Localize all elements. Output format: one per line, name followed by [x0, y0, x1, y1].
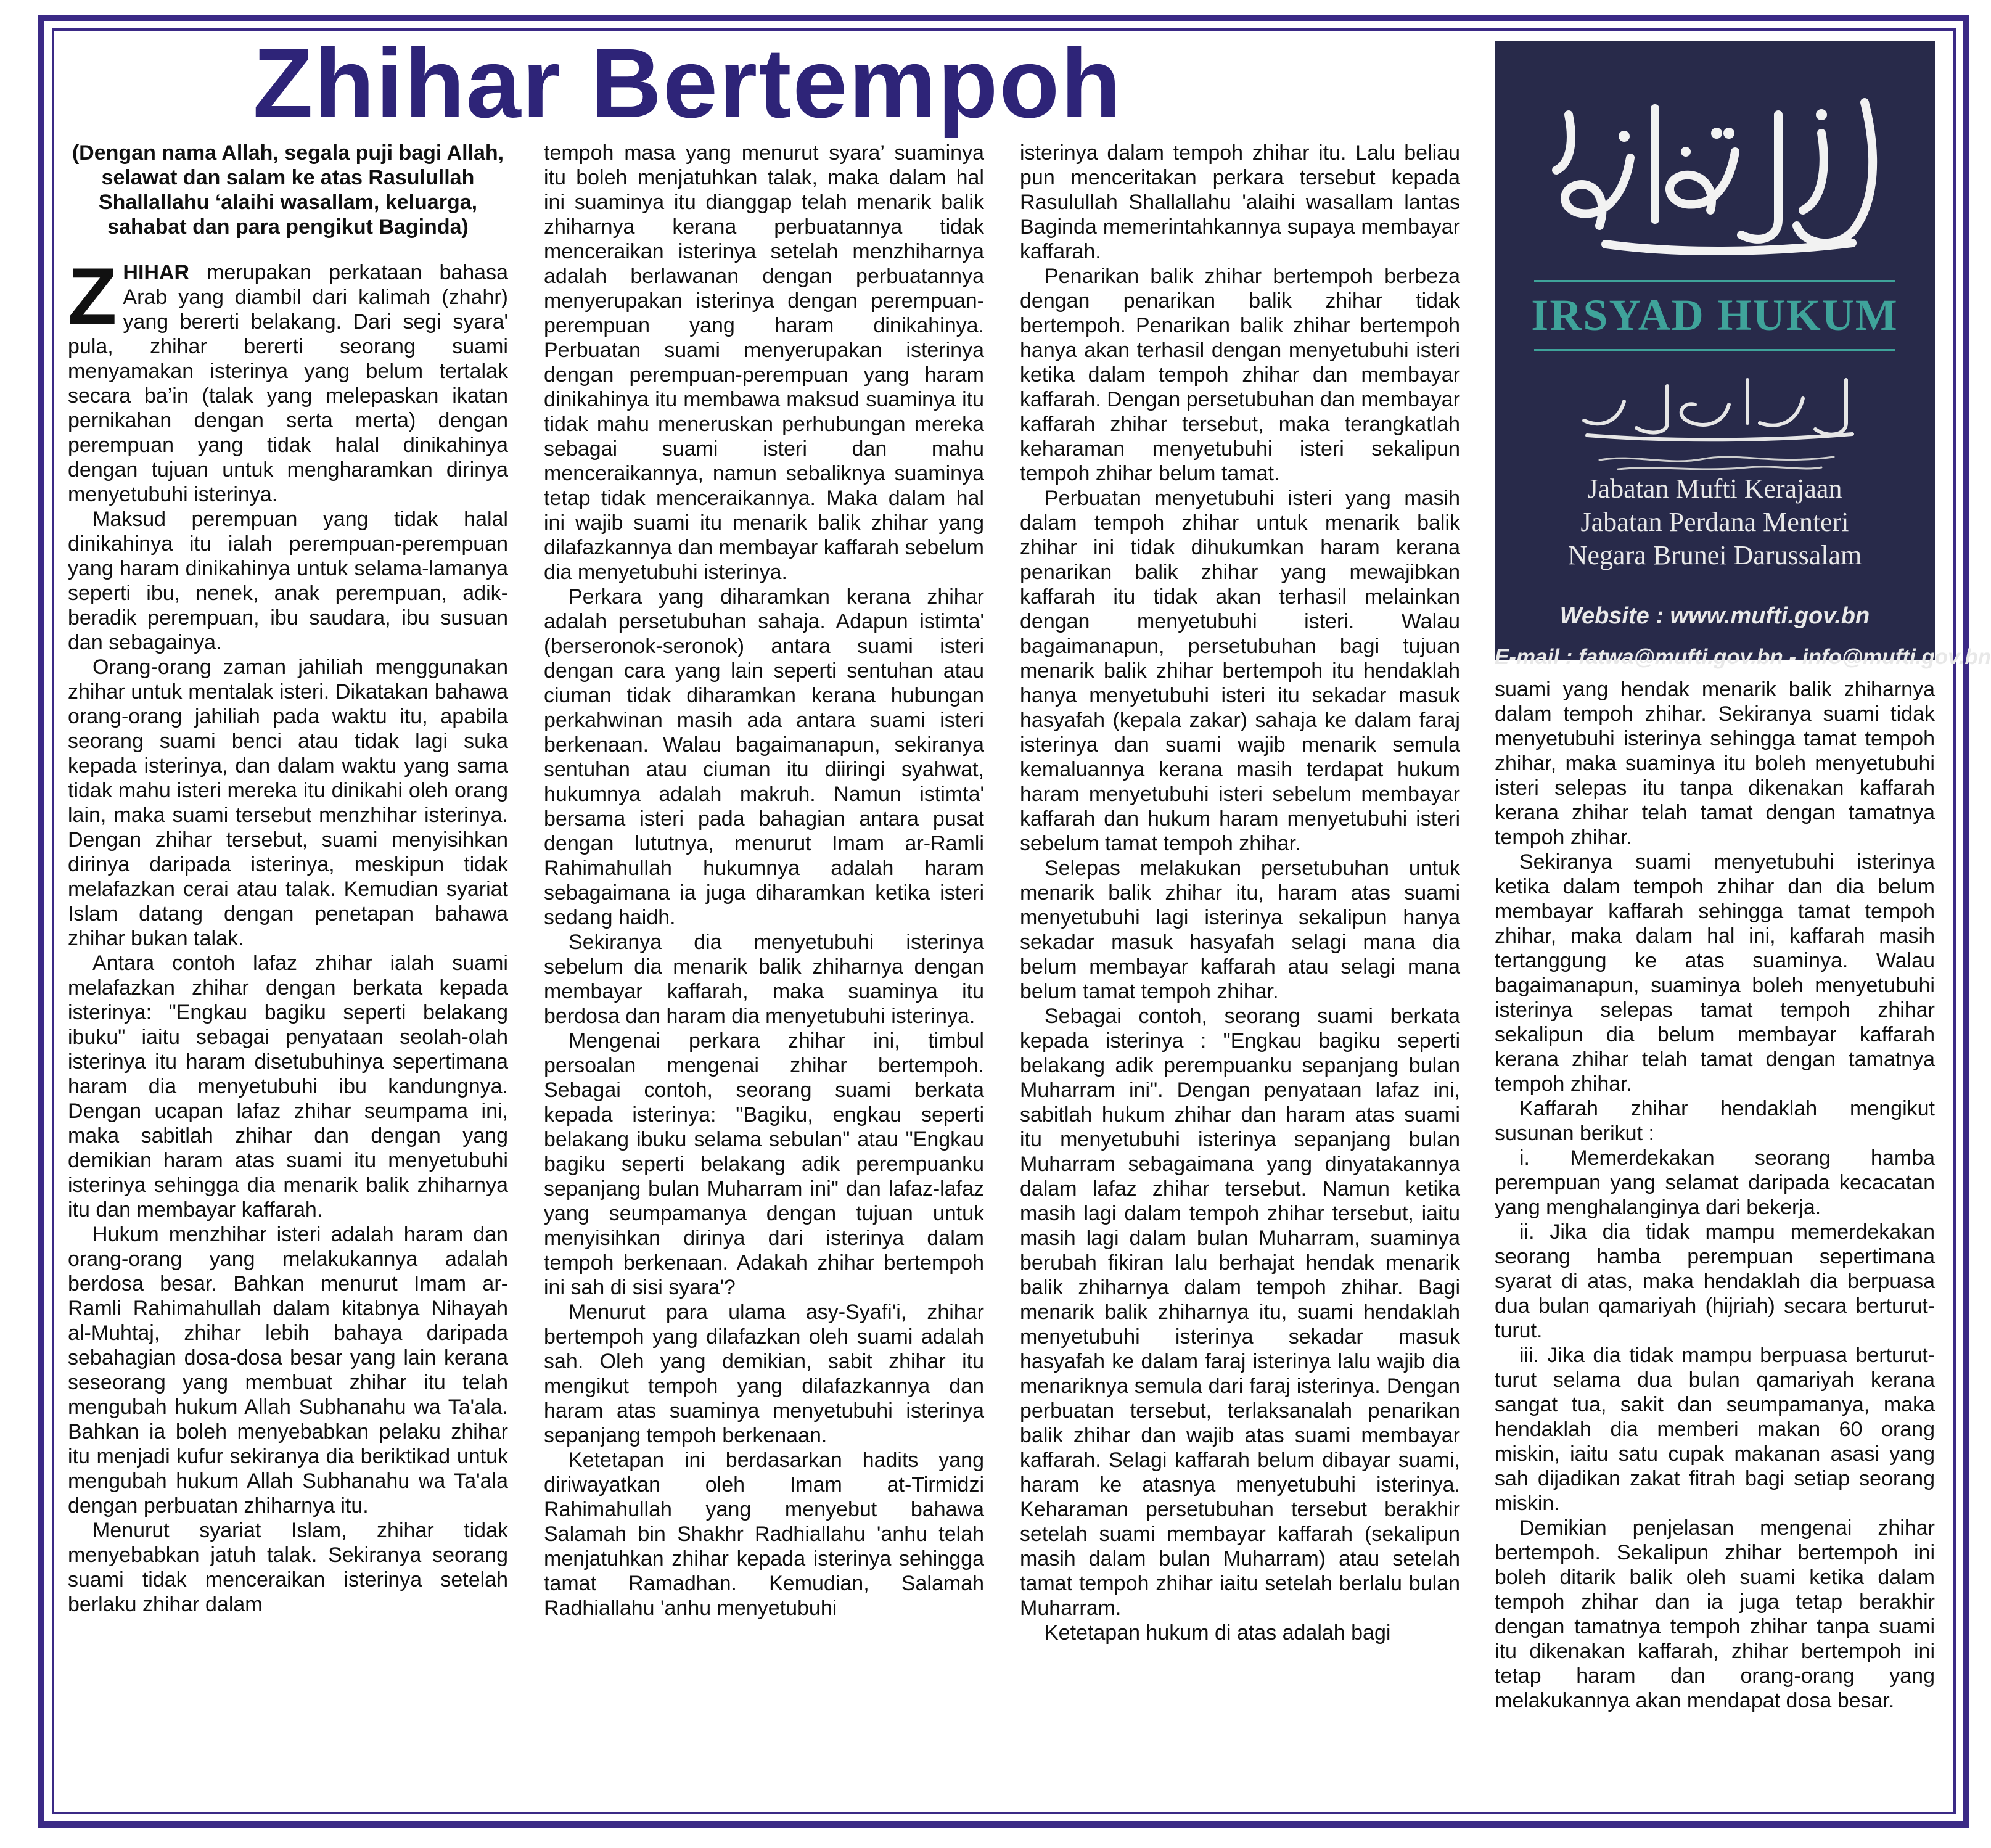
- paragraph: Kaffarah zhihar hendaklah mengikut susunan berikut :: [1495, 1097, 1935, 1145]
- divider-line: [1534, 280, 1895, 282]
- article-column-2: [544, 141, 984, 1620]
- paragraph: Menurut syariat Islam, zhihar tidak menyebabkan jatuh talak. Sekiranya seorang suami tidak menceraikan isterinya setelah berlaku zhihar dalam: [68, 1519, 508, 1616]
- article-column-4: [1495, 677, 1935, 1713]
- paragraph: isterinya dalam tempoh zhihar itu. Lalu beliau pun menceritakan perkara tersebut kepada Rasulullah Shallallahu 'alaihi wasallam lantas Baginda memerintahkannya supaya membayar kaffarah.: [1020, 141, 1460, 263]
- paragraph: Sebagai contoh, seorang suami berkata kepada isterinya : "Engkau bagiku seperti belakang adik perempuanku sepanjang bulan Muharram ini". Dengan penyataan lafaz ini, sabitlah hukum zhihar dan haram atas suami itu menyetubuhi isterinya sepanjang bulan Muharram sebagaimana yang dinyatakannya dalam lafaz zhihar tersebut. Namun ketika masih lagi dalam tempoh zhihar tersebut, iaitu masih lagi dalam bulan Muharram, suaminya berubah fikiran lalu berhajat hendak menarik balik zhiharnya dalam tempoh zhihar. Bagi menarik balik zhiharnya itu, suami hendaklah menyetubuhi isterinya sekadar masuk hasyafah ke dalam faraj isterinya lalu wajib dia menariknya semula dari faraj isterinya. Dengan perbuatan tersebut, terlaksanalah penarikan balik zhihar dan wajib atas suami membayar kaffarah. Selagi kaffarah belum dibayar suami, haram ke atasnya menyetubuhi isterinya. Keharaman persetubuhan tersebut berakhir setelah suami membayar kaffarah (sekalipun masih dalam bulan Muharram) atau setelah tamat tempoh zhihar iaitu setelah berlalu bulan Muharram.: [1020, 1004, 1460, 1620]
- paragraph: Hukum menzhihar isteri adalah haram dan orang-orang yang melakukannya adalah berdosa besar. Bahkan menurut Imam ar-Ramli Rahimahullah dalam kitabnya Nihayah al-Muhtaj, zhihar lebih bahaya daripada sebahagian dosa-dosa besar yang lain kerana seseorang yang membuat zhihar itu telah mengubah hukum Allah Subhanahu wa Ta'ala. Bahkan ia boleh menyebabkan pelaku zhihar itu menjadi kufur sekiranya dia beriktikad untuk mengubah hukum Allah Subhanahu wa Ta'ala dengan perbuatan zhiharnya itu.: [68, 1223, 508, 1517]
- paragraph: Perbuatan menyetubuhi isteri yang masih dalam tempoh zhihar untuk menarik balik zhihar ini tidak dihukumkan haram kerana penarikan balik zhihar yang mewajibkan kaffarah itu tidak akan terhasil melainkan dengan menyetubuhi isteri. Walau bagaimanapun, persetubuhan bagi tujuan menarik balik zhihar bertempoh itu hendaklah hanya menyetubuhi isteri itu sekadar masuk hasyafah (kepala zakar) sahaja ke dalam faraj isterinya dan suami wajib menarik semula kemaluannya kerana masih terdapat hukum haram menyetubuhi isteri sebelum membayar kaffarah dan hukum haram menyetubuhi isteri sebelum tamat tempoh zhihar.: [1020, 487, 1460, 855]
- brand-name: IRSYAD HUKUM: [1531, 290, 1899, 340]
- drop-cap: Z: [68, 251, 117, 341]
- paragraph: Perkara yang diharamkan kerana zhihar adalah persetubuhan sahaja. Adapun istimta' (berseronok-seronok) antara suami isteri dengan cara yang lain seperti sentuhan atau ciuman tidak diharamkan kerana hubungan perkahwinan masih ada antara suami isteri berkenaan. Walau bagaimanapun, sekiranya sentuhan atau ciuman itu diiringi syahwat, hukumnya adalah makruh. Namun istimta' bersama isteri pada bahagian antara pusat dengan lututnya, menurut Imam ar-Ramli Rahimahullah hukumnya adalah haram sebagaimana ia juga diharamkan ketika isteri sedang haidh.: [544, 585, 984, 929]
- paragraph: suami yang hendak menarik balik zhiharnya dalam tempoh zhihar. Sekiranya suami tidak menyetubuhi isterinya sehingga tamat tempoh zhihar, maka suaminya itu boleh menyetubuhi isteri selepas itu tanpa dikenakan kaffarah kerana zhihar telah tamat dengan tamatnya tempoh zhihar.: [1495, 678, 1935, 849]
- list-item: iii. Jika dia tidak mampu berpuasa berturut-turut selama dua bulan qamariyah kerana sangat tua, sakit dan seumpamanya, maka hendaklah dia memberi makan 60 orang miskin, iaitu satu cupak makanan asasi yang sah dijadikan zakat fitrah bagi setiap seorang miskin.: [1495, 1344, 1935, 1515]
- irsyad-hukum-advert: [1495, 41, 1991, 669]
- department-line: Jabatan Perdana Menteri: [1580, 507, 1849, 537]
- department-line: Negara Brunei Darussalam: [1567, 540, 1862, 570]
- lead-text: merupakan perkataan bahasa Arab yang diambil dari kalimah (zhahr) yang bererti belakang. Dari segi syara' pula, zhihar bererti seorang suami menyamakan isterinya yang belum tertalak secara ba’in (talak yang melepaskan ikatan pernikahan dengan serta merta) dengan perempuan yang tidak halal dinikahinya dengan tujuan untuk mengharamkan dirinya menyetubuhi isterinya.: [68, 261, 508, 506]
- list-item: ii. Jika dia tidak mampu memerdekakan seorang hamba perempuan sepertimana syarat di atas, maka hendaklah dia berpuasa dua bulan qamariyah (hijriah) secara berturut-turut.: [1495, 1220, 1935, 1342]
- article-column-1: [68, 141, 508, 1617]
- paragraph: Penarikan balik zhihar bertempoh berbeza dengan penarikan balik zhihar tidak bertempoh. Penarikan balik zhihar bertempoh hanya akan terhasil dengan menyetubuhi isteri ketika dalam tempoh zhihar dan membayar kaffarah. Dengan persetubuhan dan membayar kaffarah zhihar tersebut, maka terangkatlah keharaman menyetubuhi isteri sekalipun tempoh zhihar belum tamat.: [1020, 265, 1460, 485]
- paragraph: Orang-orang zaman jahiliah menggunakan zhihar untuk mentalak isteri. Dikatakan bahawa orang-orang jahiliah pada waktu itu, apabila seorang suami benci atau tidak lagi suka kepada isterinya, dan dalam waktu yang sama tidak mahu isteri mereka itu dinikahi oleh orang lain, maka suami tersebut menzhihar isterinya. Dengan zhihar tersebut, suami menyisihkan dirinya daripada isterinya, meskipun tidak melafazkan cerai atau talak. Kemudian syariat Islam datang dengan penetapan bahawa zhihar bukan talak.: [68, 655, 508, 950]
- article-lead-paragraph: [68, 251, 508, 507]
- arabic-calligraphy-logo-icon: [1532, 78, 1898, 263]
- paragraph: Ketetapan ini berdasarkan hadits yang diriwayatkan oleh Imam at-Tirmidzi Rahimahullah yang menyebut bahawa Salamah bin Shakhr Radhiallahu 'anhu telah menjatuhkan zhihar kepada isterinya sehingga tamat Ramadhan. Kemudian, Salamah Radhiallahu 'anhu menyetubuhi: [544, 1448, 984, 1620]
- article-column-3: [1020, 141, 1460, 1645]
- department-line: Jabatan Mufti Kerajaan: [1587, 474, 1842, 504]
- paragraph: Mengenai perkara zhihar ini, timbul persoalan mengenai zhihar bertempoh. Sebagai contoh, seorang suami berkata kepada isterinya: "Bagiku, engkau seperti belakang ibuku selama sebulan" atau "Engkau bagiku seperti belakang adik perempuanku sepanjang bulan Muharram ini" dan lafaz-lafaz yang seumpamanya dengan tujuan untuk menyisihkan dirinya dari isterinya dalam tempoh berkenaan. Adakah zhihar bertempoh ini sah di sisi syara'?: [544, 1029, 984, 1299]
- article-title: Zhihar Bertempoh: [253, 28, 1122, 138]
- lead-word: HIHAR: [123, 261, 190, 284]
- arabic-department-name-icon: [1562, 361, 1867, 478]
- website-text: Website : www.mufti.gov.bn: [1559, 603, 1870, 629]
- paragraph: Antara contoh lafaz zhihar ialah suami melafazkan zhihar dengan berkata kepada isterinya: "Engkau bagiku seperti belakang ibuku" iaitu sebagai penyataan seolah-olah isterinya itu haram disetubuhinya sepertimana haram dia menyetubuhi ibu kandungnya. Dengan ucapan lafaz zhihar seumpama ini, maka sabitlah zhihar dan dengan yang demikian haram atas suami itu menyetubuhi isterinya sehingga dia menarik balik zhiharnya itu dan membayar kaffarah.: [68, 951, 508, 1222]
- paragraph: Sekiranya dia menyetubuhi isterinya sebelum dia menarik balik zhiharnya dengan membayar kaffarah, maka suaminya itu berdosa dan haram dia menyetubuhi isterinya.: [544, 930, 984, 1028]
- paragraph: Demikian penjelasan mengenai zhihar bertempoh. Sekalipun zhihar bertempoh ini boleh ditarik balik oleh suami ketika dalam tempoh zhihar dan ia juga tetap berakhir dengan tamatnya tempoh zhihar tanpa suami itu dikenakan kaffarah, zhihar bertempoh ini tetap haram dan orang-orang yang melakukannya akan mendapat dosa besar.: [1495, 1516, 1935, 1712]
- paragraph: tempoh masa yang menurut syara’ suaminya itu boleh menjatuhkan talak, maka dalam hal ini suaminya itu dianggap telah menarik balik zhiharnya kerana perbuatannya tidak menceraikan isterinya setelah menzhiharnya adalah berlawanan dengan perbuatannya menyerupakan isterinya dengan perempuan-perempuan yang haram dinikahinya. Perbuatan suami menyerupakan isterinya dengan perempuan-perempuan yang haram dinikahinya itu membawa maksud suaminya itu tidak mahu meneruskan perhubungan mereka sebagai suami isteri dan mahu menceraikannya, namun sebaliknya suaminya tetap tidak menceraikannya. Maka dalam hal ini wajib suami itu menarik balik zhihar yang dilafazkannya dan membayar kaffarah sebelum dia menyetubuhi isterinya.: [544, 141, 984, 584]
- email-text: E-mail : fatwa@mufti.gov.bn - info@mufti.gov.bn: [1495, 645, 1991, 669]
- list-item: i. Memerdekakan seorang hamba perempuan yang selamat daripada kecacatan yang menghalanginya dari bekerja.: [1495, 1146, 1935, 1219]
- paragraph: Sekiranya suami menyetubuhi isterinya ketika dalam tempoh zhihar dan dia belum membayar kaffarah sehingga tamat tempoh zhihar, maka dalam hal ini, kaffarah masih tertanggung ke atas suaminya. Walau bagaimanapun, suaminya boleh menyetubuhi isterinya selepas tamat tempoh zhihar sekalipun dia belum membayar kaffarah kerana zhihar telah tamat dengan tamatnya tempoh zhihar.: [1495, 850, 1935, 1096]
- paragraph: Maksud perempuan yang tidak halal dinikahinya itu ialah perempuan-perempuan yang haram dinikahinya untuk selama-lamanya seperti ibu, nenek, anak perempuan, adik-beradik perempuan, ibu saudara, ibu susuan dan sebagainya.: [68, 507, 508, 654]
- paragraph: Selepas melakukan persetubuhan untuk menarik balik zhihar itu, haram atas suami menyetubuhi lagi isterinya sekalipun hanya sekadar masuk hasyafah selagi mana dia belum membayar kaffarah atau selagi mana belum tamat tempoh zhihar.: [1020, 856, 1460, 1003]
- article-intro: (Dengan nama Allah, segala puji bagi Allah, selawat dan salam ke atas Rasulullah Shallallahu ‘alaihi wasallam, keluarga, sahabat dan para pengikut Baginda): [72, 141, 504, 239]
- department-address: [1495, 472, 1935, 572]
- divider-line: [1534, 349, 1895, 351]
- paragraph: Ketetapan hukum di atas adalah bagi: [1045, 1621, 1391, 1645]
- paragraph: Menurut para ulama asy-Syafi'i, zhihar bertempoh yang dilafazkan oleh suami adalah sah. Oleh yang demikian, sabit zhihar itu mengikut tempoh yang dilafazkannya dan haram atas suaminya menyetubuhi isterinya sepanjang tempoh berkenaan.: [544, 1300, 984, 1447]
